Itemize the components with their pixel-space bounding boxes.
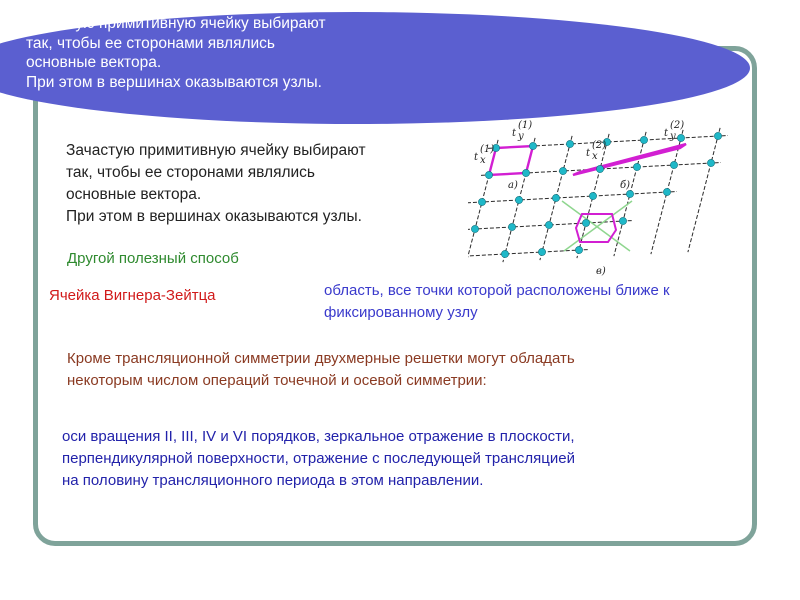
label-b: б) bbox=[620, 180, 631, 191]
lattice-node bbox=[522, 169, 529, 176]
symmetry-intro bbox=[67, 348, 575, 392]
lattice-node bbox=[596, 165, 603, 172]
lattice-node bbox=[545, 221, 552, 228]
symmetry-intro-line: Кроме трансляционной симметрии двухмерные решетки могут обладать bbox=[67, 350, 575, 367]
banner-line: так, чтобы ее сторонами являлись bbox=[26, 34, 276, 52]
lattice-row-line bbox=[468, 250, 589, 261]
body-line: Зачастую примитивную ячейку выбирают bbox=[66, 142, 366, 159]
svg-text:(1): (1) bbox=[480, 144, 495, 155]
lattice-node bbox=[677, 134, 684, 141]
definition-line: область, все точки которой расположены ближе к bbox=[324, 282, 670, 299]
wigner-seitz-definition bbox=[324, 280, 670, 324]
lattice-node bbox=[566, 140, 573, 147]
lattice-node bbox=[633, 163, 640, 170]
lattice-node bbox=[529, 142, 536, 149]
lattice-node bbox=[471, 225, 478, 232]
svg-text:(2): (2) bbox=[592, 140, 607, 151]
symmetry-intro-line: некоторым числом операций точечной и осевой симметрии: bbox=[67, 372, 487, 389]
svg-text:y: y bbox=[518, 131, 524, 142]
body-line: так, чтобы ее сторонами являлись bbox=[66, 164, 316, 181]
svg-text:x: x bbox=[480, 155, 486, 166]
lattice-node bbox=[478, 198, 485, 205]
lattice-row-line bbox=[468, 192, 677, 205]
svg-text:x: x bbox=[592, 151, 598, 162]
lattice-node bbox=[589, 192, 596, 199]
lattice-diagram bbox=[468, 118, 740, 280]
label-tx2 bbox=[586, 140, 606, 162]
svg-text:t: t bbox=[664, 128, 669, 139]
symmetry-list-line: оси вращения II, III, IV и VI порядков, зеркальное отражение в плоскости, bbox=[62, 428, 575, 445]
lattice-node bbox=[582, 219, 589, 226]
label-c: в) bbox=[596, 266, 606, 277]
lattice-node bbox=[485, 171, 492, 178]
lattice-node bbox=[626, 190, 633, 197]
other-method-heading: Другой полезный способ bbox=[67, 250, 239, 267]
body-line: При этом в вершинах оказываются узлы. bbox=[66, 208, 362, 225]
svg-text:(2): (2) bbox=[670, 120, 685, 131]
lattice-node bbox=[663, 188, 670, 195]
label-ty1 bbox=[512, 120, 532, 142]
body-paragraph bbox=[66, 140, 366, 228]
lattice-node bbox=[552, 194, 559, 201]
wigner-seitz-label: Ячейка Вигнера-Зейтца bbox=[49, 287, 216, 304]
svg-text:t: t bbox=[586, 148, 591, 159]
banner-line: основные вектора. bbox=[26, 54, 162, 71]
symmetry-list-line: перпендикулярной поверхности, отражение с последующей трансляцией bbox=[62, 450, 575, 467]
lattice-node bbox=[501, 250, 508, 257]
lattice-node bbox=[619, 217, 626, 224]
label-a: а) bbox=[508, 180, 518, 191]
lattice-node bbox=[538, 248, 545, 255]
lattice-node bbox=[707, 159, 714, 166]
lattice-node bbox=[714, 132, 721, 139]
banner-text bbox=[26, 14, 386, 92]
lattice-node bbox=[515, 196, 522, 203]
banner-line: При этом в вершинах оказываются узлы. bbox=[26, 73, 322, 91]
lattice-node bbox=[508, 223, 515, 230]
lattice-node bbox=[559, 167, 566, 174]
definition-line: фиксированному узлу bbox=[324, 304, 478, 321]
svg-text:y: y bbox=[670, 131, 676, 142]
symmetry-list-line: на половину трансляционного периода в этом направлении. bbox=[62, 472, 484, 489]
lattice-node bbox=[640, 136, 647, 143]
symmetry-list bbox=[62, 426, 575, 492]
lattice-node bbox=[670, 161, 677, 168]
lattice-column-line bbox=[688, 128, 720, 252]
bisector-line bbox=[562, 201, 630, 251]
svg-text:t: t bbox=[512, 128, 517, 139]
banner-line: Зачастую примитивную ячейку выбирают bbox=[26, 15, 326, 32]
lattice-node bbox=[575, 246, 582, 253]
body-line: основные вектора. bbox=[66, 186, 202, 203]
svg-text:(1): (1) bbox=[518, 120, 533, 131]
svg-text:t: t bbox=[474, 152, 479, 163]
